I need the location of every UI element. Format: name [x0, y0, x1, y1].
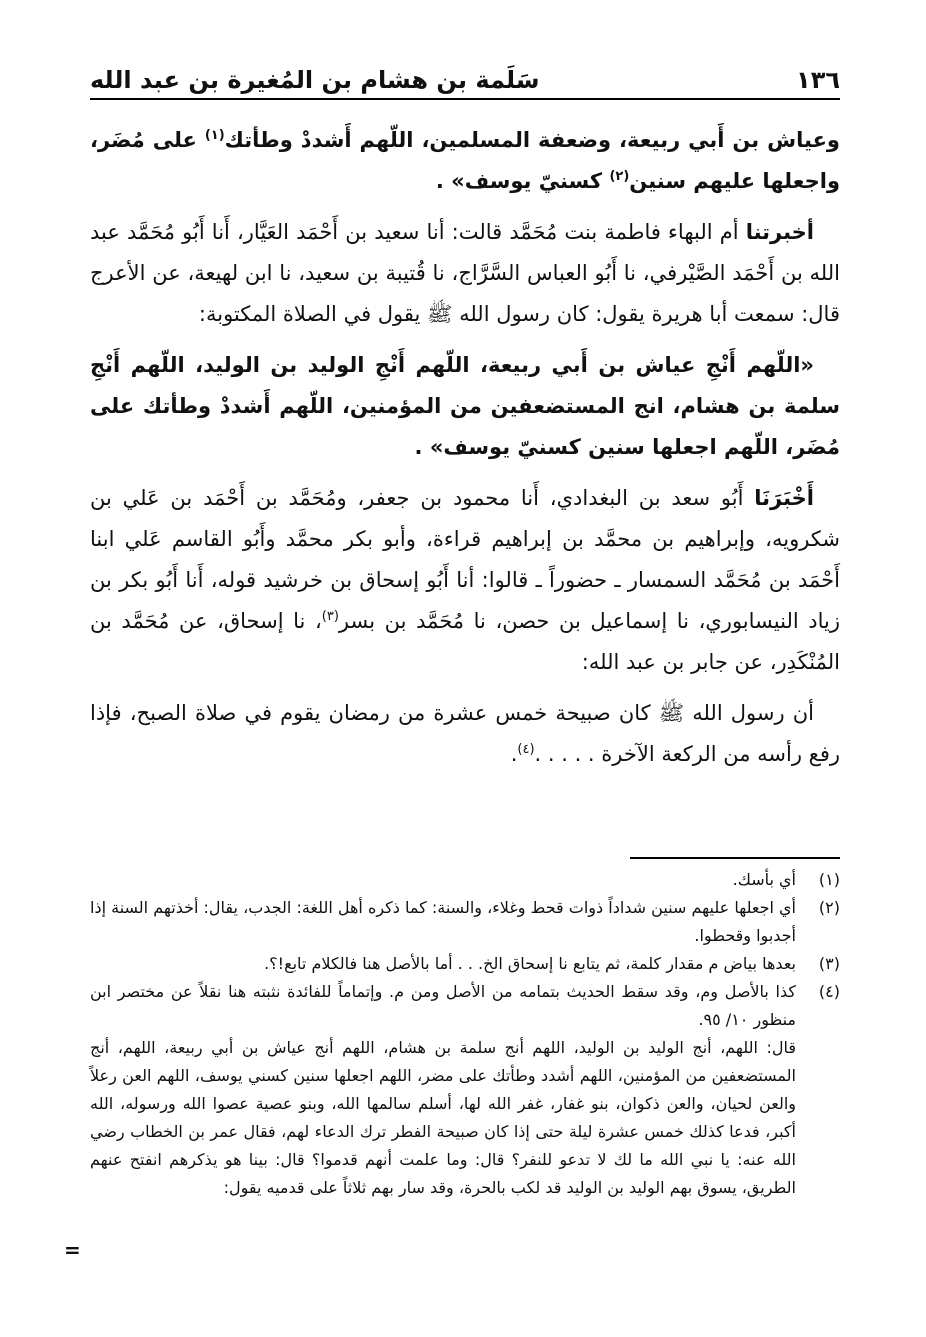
paragraph-2	[90, 212, 840, 335]
running-header	[90, 50, 840, 98]
footnote	[90, 894, 840, 950]
footnote-text: كذا بالأصل وم، وقد سقط الحديث بتمامه من الأصل ومن م. وإتماماً للفائدة نثبته هنا نقلاً عن مختصر ابن منظور ١٠/ ٩٥.	[90, 982, 796, 1029]
isnad-lead: أَخْبَرَنَا	[754, 486, 814, 510]
footnote-number: (٤)	[818, 982, 840, 1001]
isnad-lead: أخبرتنا	[745, 220, 814, 244]
main-text	[90, 120, 840, 785]
footnote-continuation: قال: اللهم، أنج الوليد بن الوليد، اللهم أنج سلمة بن هشام، اللهم أنج عياش بن أبي ربيعة، اللهم، أنج المستضعفين من المؤمنين، اللهم أشدد وطأتك على مضر، اللهم اجعلها سنين كسني يوسف، اللهم العن رعلاً والعن لحيان، والعن ذكوان، بنو غفار، غفر الله لها، أسلم سالمها الله، وبنو عصية عصوا الله ورسوله، الله أكبر، فدعا كذلك خمس عشرة ليلة حتى إذا كان صبيحة الفطر ترك الدعاء لهم، فقال عمر بن الخطاب رضي الله عنه: يا نبي الله ما لك لا تدعو للنفر؟ قال: وما علمت أنهم قدموا؟ قال: بينا هو يذكرهم انفتح عنهم الطريق، يسوق بهم الوليد بن الوليد قد لكب بالحرة، وقد سار بهم ثلاثاً على قدميه يقول:	[90, 1038, 796, 1197]
footnote-text: أي اجعلها عليهم سنين شداداً ذوات قحط وغلاء، والسنة: كما ذكره أهل اللغة: الجدب، يقال: أخذتهم السنة إذا أجدبوا وقحطوا.	[90, 898, 796, 945]
hadith-text: «اللّهم أَنْجِ عياش بن أَبي ربيعة، اللّهم أَنْجِ الوليد بن الوليد، اللّهم أَنْجِ سلمة بن هشام، انج المستضعفين من المؤمنين، اللّهم أَشددْ وطأتك على مُضَر، اللّهم اجعلها سنين كسنيّ يوسف» .	[90, 353, 840, 459]
text-run: ، نا إسحاق، عن مُحَمَّد بن المُنْكَدِر، عن جابر بن عبد الله:	[90, 609, 840, 674]
paragraph-1	[90, 120, 840, 202]
text-run: على مُضَر، واجعلها عليهم سنين	[90, 128, 840, 193]
header-rule	[90, 98, 840, 100]
continuation-mark: =	[64, 1238, 81, 1262]
text-run: أَبُو سعد بن البغدادي، أَنا محمود بن جعفر، ومُحَمَّد بن أَحْمَد بن عَلي بن شكرويه، وإبراهيم بن محمَّد بن إبراهيم قراءة، وأبو بكر محمَّد وأَبُو القاسم عَلي ابنا أَحْمَد بن مُحَمَّد السمسار ـ حضوراً ـ قالوا: أنا أَبُو إسحاق بن خرشيد قوله، أَنا أَبُو بكر بن زياد النيسابوري، نا إسماعيل بن حصن، نا مُحَمَّد بن بسر	[90, 486, 840, 633]
footnote	[90, 978, 840, 1034]
footnote-text: بعدها بياض م مقدار كلمة، ثم يتابع نا إسحاق الخ. . . أما بالأصل هنا فالكلام تابع!؟.	[264, 954, 796, 973]
text-run: أم البهاء فاطمة بنت مُحَمَّد قالت: أنا سعيد بن أَحْمَد العَيَّار، أَنا أَبُو مُحَمَّد عبد الله بن أَحْمَد الصَّيْرفي، نا أَبُو العباس السَّرَّاج، نا قُتيبة بن سعيد، نا ابن لهيعة، عن الأعرج قال: سمعت أبا هريرة يقول: كان رسول الله ﷺ يقول في الصلاة المكتوبة:	[90, 220, 840, 326]
footnote-separator	[630, 857, 840, 859]
footnote-number: (٢)	[818, 898, 840, 917]
text-run: وعياش بن أَبي ربيعة، وضعفة المسلمين، اللّهم أَشددْ وطأتك	[224, 128, 840, 152]
text-run: .	[510, 742, 518, 766]
footnote-text: أي بأسك.	[732, 870, 796, 889]
footnote	[90, 950, 840, 978]
footnote	[90, 866, 840, 894]
text-run: أن رسول الله ﷺ كان صبيحة خمس عشرة من رمضان يقوم في صلاة الصبح، فإذا رفع رأسه من الركعة الآخرة . . . . .	[90, 701, 840, 766]
footnote-ref-4: (٤)	[517, 742, 535, 757]
footnote-number: (٣)	[818, 954, 840, 973]
footnotes	[90, 866, 840, 1202]
text-run: كسنيّ يوسف» .	[435, 169, 610, 193]
footnote-ref-3: (٣)	[321, 609, 339, 624]
running-title: سَلَمة بن هشام بن المُغيرة بن عبد الله	[90, 66, 540, 94]
footnote-number: (١)	[818, 870, 840, 889]
paragraph-4	[90, 478, 840, 683]
paragraph-5	[90, 693, 840, 775]
page-number: ١٣٦	[796, 66, 840, 94]
footnote-ref-1: (١)	[204, 128, 225, 143]
footnote-ref-2: (٢)	[609, 169, 630, 184]
